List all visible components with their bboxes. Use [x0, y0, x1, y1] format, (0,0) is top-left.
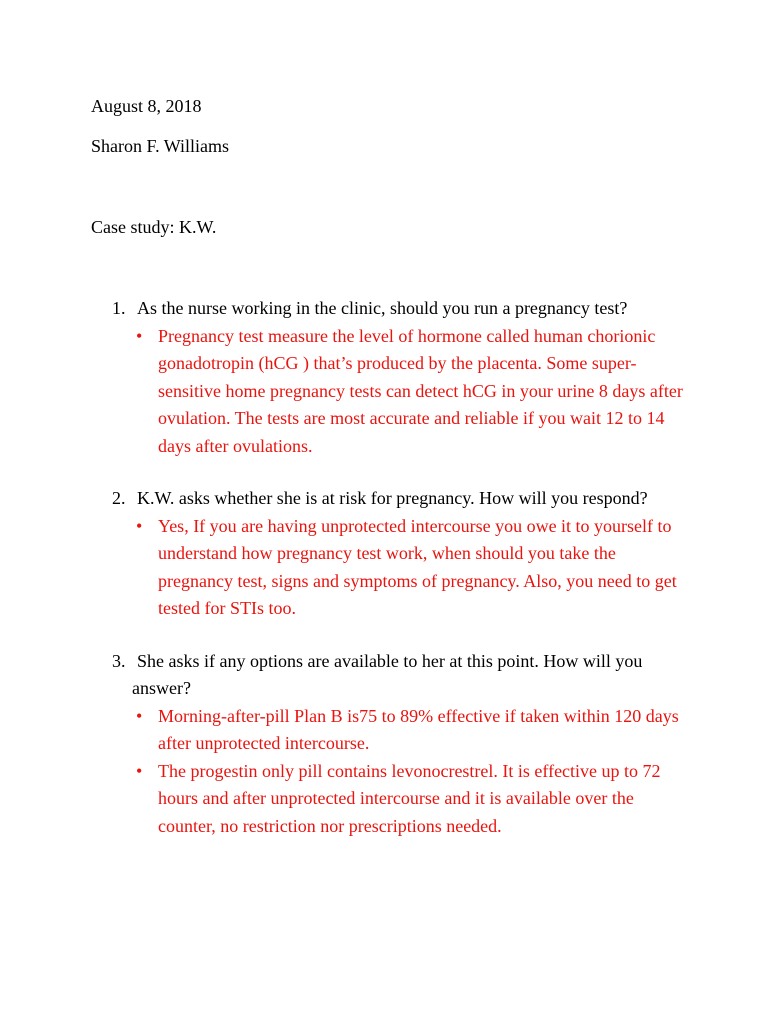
answer-text: The progestin only pill contains levonocrestrel. It is effective up to 72 hours and after unprotected intercourse and it is available over the counter, no restriction nor prescriptions needed.	[158, 760, 661, 836]
question-item	[91, 295, 691, 460]
case-study-title: Case study: K.W.	[91, 217, 217, 237]
bullet-icon: •	[136, 325, 143, 346]
question-list	[91, 295, 691, 840]
question-number: 2.	[112, 488, 126, 508]
answer-item	[136, 513, 691, 623]
bullet-icon: •	[136, 705, 143, 726]
question-text: She asks if any options are available to her at this point. How will you answer?	[132, 650, 643, 698]
answer-item	[136, 323, 691, 461]
answer-item	[136, 703, 691, 758]
answer-item	[136, 758, 691, 841]
question-number: 1.	[112, 298, 126, 318]
question-text: As the nurse working in the clinic, should you run a pregnancy test?	[137, 298, 628, 318]
answer-list	[91, 323, 691, 461]
question-text: K.W. asks whether she is at risk for pregnancy. How will you respond?	[137, 488, 648, 508]
answer-text: Yes, If you are having unprotected intercourse you owe it to yourself to understand how pregnancy test work, when should you take the pregnancy test, signs and symptoms of pregnancy. Also, you need to get tested for STIs too.	[158, 515, 677, 618]
document-date: August 8, 2018	[91, 96, 202, 116]
answer-text: Morning-after-pill Plan B is75 to 89% effective if taken within 120 days after unprotected intercourse.	[158, 705, 679, 753]
answer-list	[91, 513, 691, 623]
answer-text: Pregnancy test measure the level of hormone called human chorionic gonadotropin (hCG ) that’s produced by the placenta. Some super-sensitive home pregnancy tests can detect hCG in your urine 8 days after ovulation. The tests are most accurate and reliable if you wait 12 to 14 days after ovulations.	[158, 325, 683, 456]
question-item	[91, 485, 691, 623]
answer-list	[91, 703, 691, 841]
author-name: Sharon F. Williams	[91, 136, 230, 156]
question-item	[91, 648, 691, 841]
bullet-icon: •	[136, 515, 143, 536]
question-number: 3.	[112, 650, 126, 671]
bullet-icon: •	[136, 760, 143, 781]
